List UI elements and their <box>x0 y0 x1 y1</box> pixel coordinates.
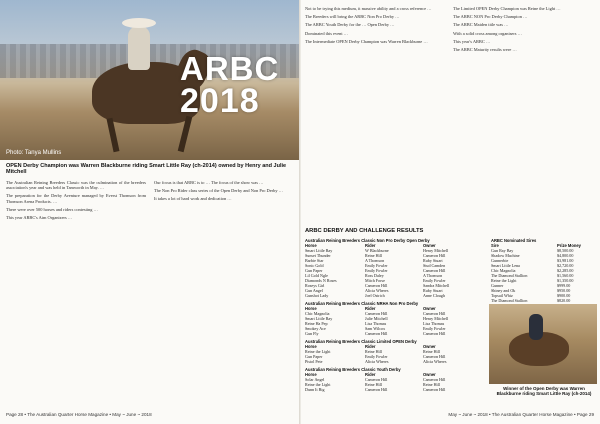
cell-sire: Gunner <box>491 283 504 288</box>
cell-owner: Cameron Hill <box>423 354 446 359</box>
column-header: Owner <box>423 306 436 311</box>
cell-owner: Ruby Stuart <box>423 288 443 293</box>
table-heading: Australian Reining Breeders Classic Limited OPEN Derby <box>305 339 417 344</box>
table-row <box>305 331 485 336</box>
paragraph: It takes a lot of hard work and dedication … <box>154 196 232 202</box>
article-column-2 <box>154 180 294 205</box>
paragraph: Dominated this event … <box>305 30 349 36</box>
cell-owner: Sandra Mitchell <box>423 283 450 288</box>
cell-prize: $3,981.00 <box>557 258 574 263</box>
cell-rider: Emily Fowler <box>365 354 388 359</box>
cell-rider: Reine Hill <box>365 349 382 354</box>
cell-owner: Cameron Hill <box>423 377 446 382</box>
cell-rider: Lisa Thomas <box>365 321 387 326</box>
rider-shape <box>529 314 543 340</box>
cell-rider: Mitch Forse <box>365 278 385 283</box>
cell-horse: Gun Angel <box>305 288 323 293</box>
cell-rider: Julie Mitchell <box>365 316 388 321</box>
article-column-4 <box>453 6 595 55</box>
paragraph: With a solid cross among organisers … <box>453 30 523 36</box>
column-header: Rider <box>365 243 376 248</box>
paragraph: This year's ARBC … <box>453 38 491 44</box>
cell-prize: $900.00 <box>557 293 571 298</box>
table-heading: Australian Reining Breeders Classic Youth Derby <box>305 367 401 372</box>
cell-horse: Gun Fly <box>305 331 319 336</box>
cell-sire: Gunnerbie <box>491 258 509 263</box>
column-header: Horse <box>305 243 317 248</box>
cell-rider: Reine Hill <box>365 382 382 387</box>
cell-owner: Cameron Hill <box>423 331 446 336</box>
cell-prize: $4,800.00 <box>557 253 574 258</box>
cell-rider: Ross Daley <box>365 273 384 278</box>
horse-leg-shape <box>107 118 120 153</box>
cell-owner: Anne Clough <box>423 293 445 298</box>
cell-owner: Cameron Hill <box>423 311 446 316</box>
results-table-open <box>305 238 485 392</box>
paragraph: Not to be trying this medium, it massive ability and a cross reference … <box>305 6 432 11</box>
cell-prize: $999.00 <box>557 283 571 288</box>
cell-owner: Stud Camden <box>423 263 446 268</box>
cell-horse: Reine Ha Pep <box>305 321 328 326</box>
cell-owner: Reine Hill <box>423 349 440 354</box>
cell-prize: $2,720.00 <box>557 263 574 268</box>
column-header: Rider <box>365 306 376 311</box>
paragraph: The ARBC Maiden title was … <box>453 22 509 28</box>
paragraph: The Intermediate OPEN Derby Champion was Warren Blackburne … <box>305 38 428 44</box>
paragraph: The preparation for the Derby Aventure managed by Everst Thomson from Thomson Arena Products. … <box>6 193 146 204</box>
column-header: Owner <box>423 344 436 349</box>
cell-sire: Shiney and Ok <box>491 288 516 293</box>
column-header: Owner <box>423 372 436 377</box>
table-heading: Australian Reining Breeders Classic NRHA Non Pro Derby <box>305 301 419 306</box>
cell-sire: Topsail Whiz <box>491 293 513 298</box>
cell-sire: Chic Magnolia <box>491 268 516 273</box>
cell-sire: The Diamond Stallion <box>491 273 528 278</box>
column-header: Horse <box>305 344 317 349</box>
cell-rider: W Blackburne <box>365 248 389 253</box>
rider-shape <box>128 26 150 70</box>
feature-title <box>180 52 279 118</box>
results-heading: ARBC DERBY AND CHALLENGE RESULTS <box>305 228 424 234</box>
cell-horse: Diamonds N Roses <box>305 278 337 283</box>
paragraph: The ARBC Maturity results were … <box>453 47 517 53</box>
table-heading: ARBC Nominated Sires <box>491 238 537 243</box>
cell-horse: Barbie Star <box>305 258 324 263</box>
prize-money-table <box>491 238 597 308</box>
column-header: Prize Money <box>557 243 581 248</box>
paragraph: The Breeders will bring the ARBC Non Pro Derby … <box>305 14 400 20</box>
paragraph: There were over 500 horses and riders contesting … <box>6 206 98 212</box>
photo-caption: OPEN Derby Champion was Warren Blackburne riding Smart Little Ray (ch-2014) owned by Henry and Julie Mitchell <box>6 163 287 175</box>
cell-horse: Chic Magnolia <box>305 311 330 316</box>
cell-horse: Pistol Pete <box>305 359 323 364</box>
cell-prize: $1,560.00 <box>557 273 574 278</box>
cell-rider: A Thomson <box>365 258 385 263</box>
cell-owner: Ruby Stuart <box>423 258 443 263</box>
cell-sire: Shadow Machine <box>491 253 520 258</box>
cell-owner: A Thomson <box>423 273 443 278</box>
cell-horse: Solar Angel <box>305 377 325 382</box>
cell-horse: Roseys Girl <box>305 283 325 288</box>
cell-owner: Emily Fowler <box>423 278 446 283</box>
paragraph: The Limited OPEN Derby Champion was Reine the Light … <box>453 6 561 11</box>
cell-owner: Emily Fowler <box>423 326 446 331</box>
cell-rider: Reine Hill <box>365 253 382 258</box>
column-header: Rider <box>365 344 376 349</box>
right-page <box>301 0 600 424</box>
cell-rider: Cameron Hill <box>365 311 388 316</box>
paragraph: The ARBC Youth Derby for the … Open Derby … <box>305 22 395 28</box>
cell-owner: Reine Hill <box>423 382 440 387</box>
cell-sire: Gun Ray Bay <box>491 248 514 253</box>
column-header: Owner <box>423 243 436 248</box>
cell-sire: Reine the Light <box>491 278 517 283</box>
cell-owner: Henry Mitchell <box>423 248 449 253</box>
column-header: Rider <box>365 372 376 377</box>
article-column-3 <box>305 6 445 47</box>
column-header: Horse <box>305 306 317 311</box>
table-row <box>305 387 485 392</box>
cell-rider: Joel Ostrich <box>365 293 385 298</box>
cell-owner: Alicia Wheres <box>423 359 447 364</box>
cell-prize: $950.00 <box>557 288 571 293</box>
cell-horse: Smart Little Ray <box>305 316 333 321</box>
cell-prize: $820.00 <box>557 298 571 303</box>
cell-sire: Smart Little Lena <box>491 263 520 268</box>
title-line-2: 2018 <box>180 82 260 120</box>
paragraph: Our focus is that ARBC is to … The focus of the show was … <box>154 180 264 185</box>
cell-prize: $1,350.00 <box>557 278 574 283</box>
paragraph: The ARBC NON Pro Derby Champion … <box>453 14 528 20</box>
cell-rider: Alicia Wheres <box>365 359 389 364</box>
cell-rider: Emily Fowler <box>365 268 388 273</box>
cell-rider: Sam Wilcox <box>365 326 386 331</box>
cell-horse: Lil Gold Ngle <box>305 273 328 278</box>
cell-horse: Smokey Ace <box>305 326 326 331</box>
paragraph: This year ARBC's Aim Organizers … <box>6 215 73 221</box>
cell-rider: Cameron Hill <box>365 283 388 288</box>
cell-rider: Alicia Wheres <box>365 288 389 293</box>
cell-sire: The Diamond Stallion <box>491 298 528 303</box>
table-row <box>305 293 485 298</box>
cell-rider: Cameron Hill <box>365 377 388 382</box>
cell-rider: Emily Fowler <box>365 263 388 268</box>
cell-rider: Cameron Hill <box>365 331 388 336</box>
paragraph: The Australian Reining Breeders Classic was the culmination of the breeders association's year and was held in Tamworth in May. … <box>6 180 146 191</box>
photo-credit: Photo: Tanya Mullins <box>6 150 62 156</box>
page-footer-left: Page 28 • The Australian Quarter Horse Magazine • May ~ June ~ 2018 <box>6 412 152 417</box>
table-heading: Australian Reining Breeders Classic Non Pro Derby Open Derby <box>305 238 430 243</box>
cell-owner: Cameron Hill <box>423 268 446 273</box>
rider-hat-shape <box>122 18 156 28</box>
winner-photo-caption: Winner of the Open Derby was Warren Blackburne riding Smart Little Ray (ch-2014) <box>496 386 592 397</box>
cell-owner: Henry Mitchell <box>423 316 449 321</box>
table-row <box>305 359 485 364</box>
left-page <box>0 0 299 424</box>
column-header: Horse <box>305 372 317 377</box>
cell-horse: Gun Paper <box>305 268 323 273</box>
column-header: Sire <box>491 243 499 248</box>
cell-horse: Gun Paper <box>305 354 323 359</box>
cell-horse: Dunn It Big <box>305 387 325 392</box>
cell-horse: Gunshot Lady <box>305 293 329 298</box>
cell-prize: $2,285.00 <box>557 268 574 273</box>
title-line-1: ARBC <box>180 50 280 87</box>
cell-horse: Sunset Thunder <box>305 253 331 258</box>
cell-prize: $8,500.00 <box>557 248 574 253</box>
cell-rider: Cameron Hill <box>365 387 388 392</box>
article-column-1 <box>6 180 146 223</box>
cell-horse: Sonic Gold <box>305 263 324 268</box>
cell-owner: Cameron Hill <box>423 387 446 392</box>
winner-photo <box>489 304 597 384</box>
cell-owner: Lisa Thomas <box>423 321 445 326</box>
paragraph: The Non Pro Rider class series of the Open Derby and Non Pro Derby … <box>154 188 284 194</box>
page-footer-right: May ~ June ~ 2018 • The Australian Quarter Horse Magazine • Page 29 <box>448 412 594 417</box>
cell-owner: Cameron Hill <box>423 253 446 258</box>
cell-horse: Smart Little Ray <box>305 248 333 253</box>
cell-horse: Reine the Light <box>305 382 331 387</box>
cell-horse: Reine the Light <box>305 349 331 354</box>
